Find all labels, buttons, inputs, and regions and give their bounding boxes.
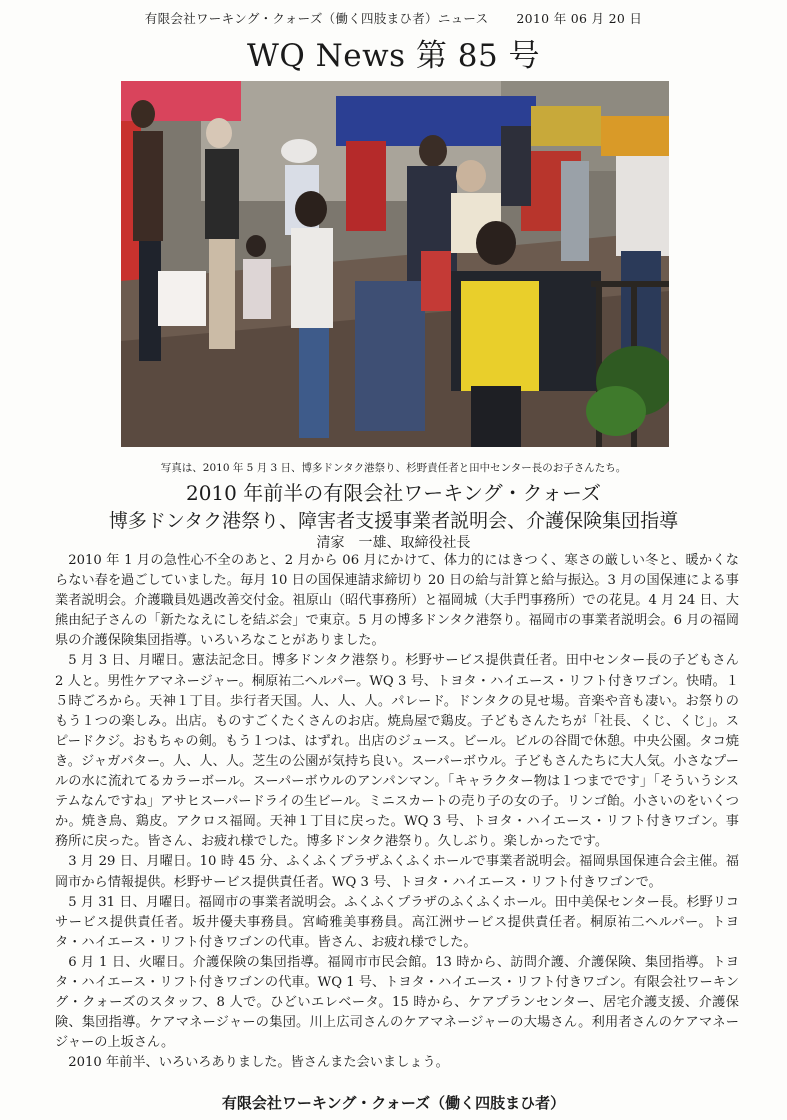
article-paragraph: 2010 年 1 月の急性心不全のあと、2 月から 06 月にかけて、体力的にはきつく、寒さの厳しい冬と、暖かくならない春を過ごしていました。毎月 10 日の国保連請求締切り 20 日の給与計算と給与振込。3 月の国保連による事業者説明会。介護職員処遇改善交付金。祖原山（昭代事務所）と福岡城（大手門事務所）での花見。4 月 24 日、大熊由紀子さんの「新たなえにしを結ぶ会」で東京。5 月の博多ドンタク港祭り。福岡市の事業者説明会。6 月の福岡県の介護保険集団指導。いろいろなことがありました。: [55, 553, 740, 649]
company-news-label: 有限会社ワーキング・クォーズ（働く四肢まひ者）ニュース: [144, 11, 489, 26]
newsletter-title: WQ News 第 85 号: [246, 38, 541, 74]
article-subheading: 博多ドンタク港祭り、障害者支援事業者説明会、介護保険集団指導: [108, 510, 679, 532]
festival-photo: [121, 81, 669, 447]
article-paragraph: 5 月 31 日、月曜日。福岡市の事業者説明会。ふくふくプラザのふくふくホール。田中美保センター長。杉野リコサービス提供責任者。坂井優夫事務員。宮崎雅美事務員。高江洲サービス提供責任者。桐原祐二ヘルパー。トヨタ・ハイエース・リフト付きワゴンの代車。皆さん、お疲れ様でした。: [55, 894, 739, 950]
article-body: [55, 551, 739, 1073]
festival-photo-illustration: [121, 81, 669, 447]
newsletter-header: [0, 9, 787, 27]
article-heading: 2010 年前半の有限会社ワーキング・クォーズ: [185, 481, 602, 505]
article-paragraph: 5 月 3 日、月曜日。憲法記念日。博多ドンタク港祭り。杉野サービス提供責任者。田中センター長の子どもさん 2 人と。男性ケアマネージャー。桐原祐二ヘルパー。WQ 3 号、トヨタ・ハイエース・リフト付きワゴン。快晴。１５時ごろから。天神１丁目。歩行者天国。人、人、人。パレード。ドンタクの見せ場。音楽や音も凄い。お祭りのもう１つの楽しみ。出店。ものすごくたくさんのお店。焼鳥屋で鶏皮。子どもさんたちが「社長、くじ、くじ」。スピードクジ。おもちゃの剣。もう１つは、はずれ。出店のジュース。ビール。ビルの谷間で休憩。中央公園。タコ焼き。ジャガバター。人、人、人。芝生の公園が気持ち良い。スーパーボウル。子どもさんたちに大人気。小さなプールの水に流れてるカラーボール。スーパーボウルのアンパンマン。「キャラクター物は１つまでです」「そういうシステムなんですね」アサヒスーパードライの生ビール。ミニスカートの売り子の女の子。リンゴ飴。小さいのをいくつか。焼き鳥、鶏皮。アクロス福岡。天神１丁目に戻った。WQ 3 号、トヨタ・ハイエース・リフト付きワゴン。事務所に戻った。皆さん、お疲れ様でした。博多ドンタク港祭り。久しぶり。楽しかったです。: [55, 653, 739, 850]
photo-caption: 写真は、2010 年 5 月 3 日、博多ドンタク港祭り、杉野責任者と田中センター長のお子さんたち。: [160, 462, 627, 474]
article-paragraph: 2010 年前半、いろいろありました。皆さんまた会いましょう。: [68, 1055, 449, 1071]
newsletter-footer: 有限会社ワーキング・クォーズ（働く四肢まひ者）: [221, 1094, 566, 1112]
article-paragraph: 6 月 1 日、火曜日。介護保険の集団指導。福岡市市民会館。13 時から、訪問介護、介護保険、集団指導。トヨタ・ハイエース・リフト付きワゴンの代車。WQ 1 号、トヨタ・ハイエース・リフト付きワゴン。有限会社ワーキング・クォーズのスタッフ、8 人で。ひどいエレベータ。15 時から、ケアプランセンター、居宅介護支援、介護保険、集団指導。ケアマネージャーの集団。川上広司さんのケアマネージャーの大場さん。利用者さんのケアマネージャーの上坂さん。: [55, 954, 739, 1051]
issue-date: 2010 年 06 月 20 日: [516, 11, 643, 26]
article-paragraph: 3 月 29 日、月曜日。10 時 45 分、ふくふくプラザふくふくホールで事業者説明会。福岡県国保連合会主催。福岡市から情報提供。杉野サービス提供責任者。WQ 3 号、トヨタ・ハイエース・リフト付きワゴンで。: [55, 854, 739, 890]
article-author: 清家 一雄、取締役社長: [316, 535, 471, 551]
